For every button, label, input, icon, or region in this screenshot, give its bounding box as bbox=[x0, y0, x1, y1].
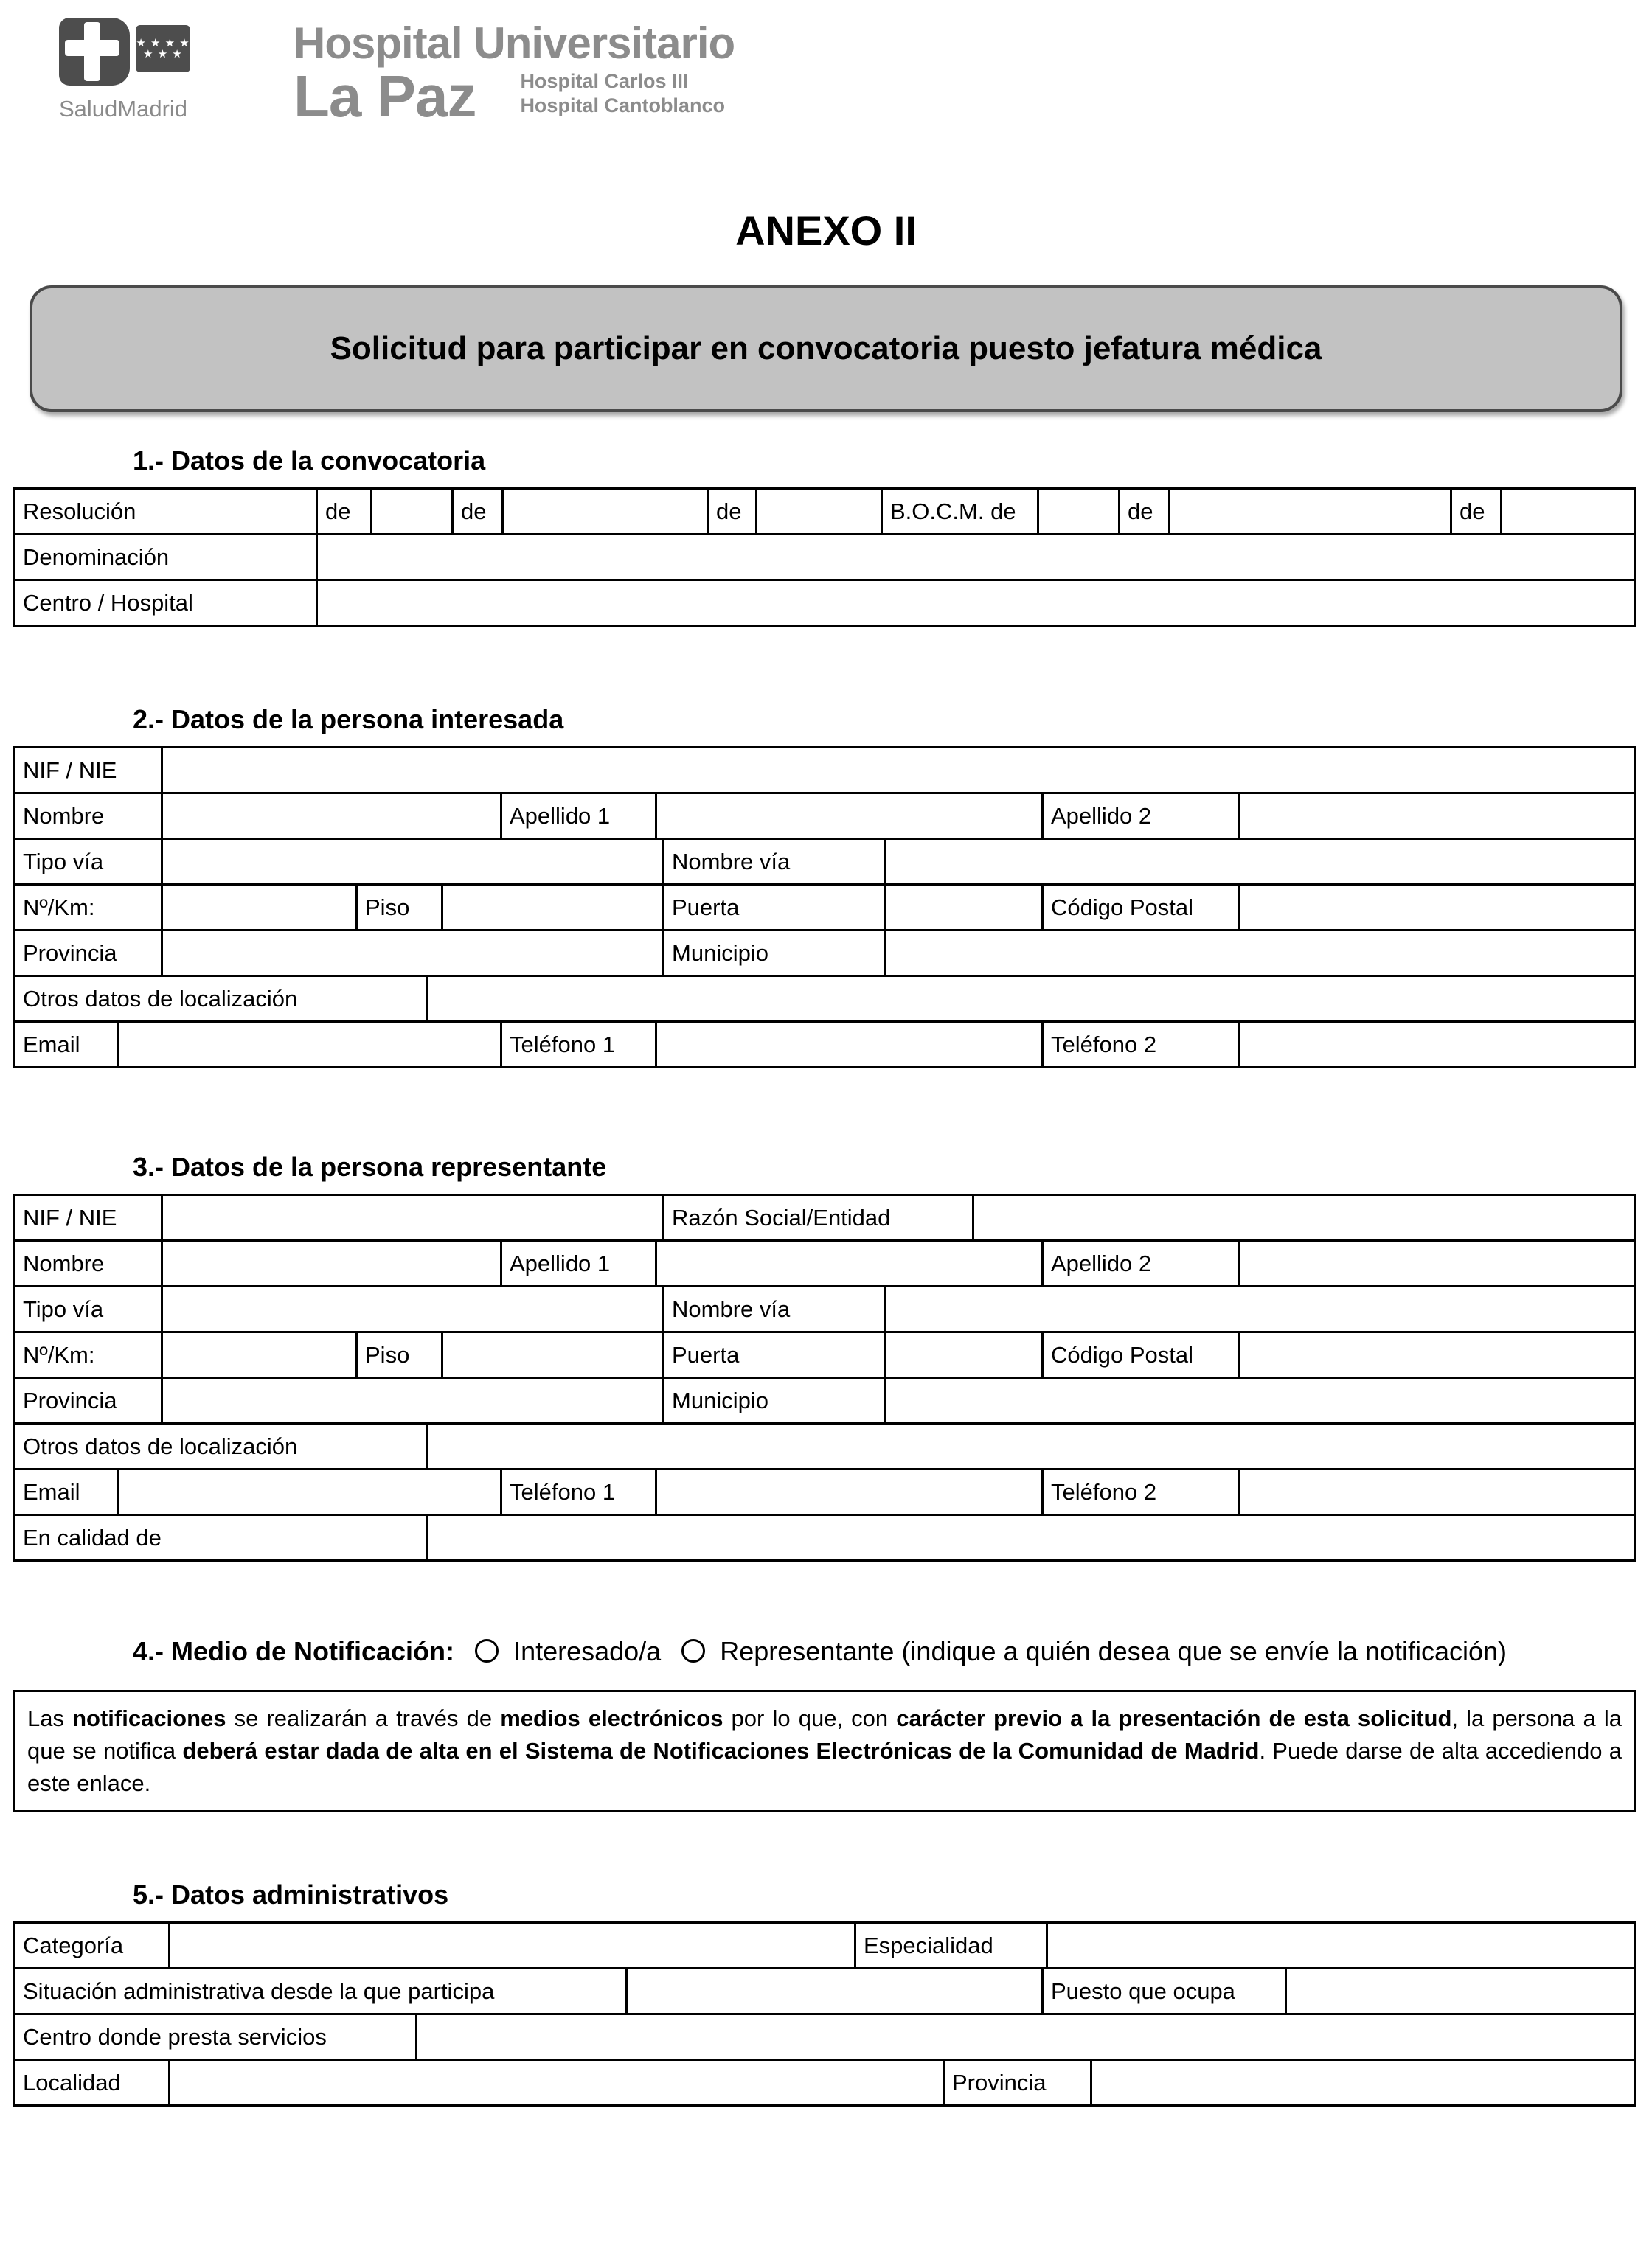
datos-administrativos-table bbox=[13, 1921, 1636, 2107]
interesado-apellido2-input[interactable] bbox=[1240, 794, 1636, 840]
notice-text: se realizarán a través de bbox=[226, 1705, 501, 1731]
codigo-postal-label: Código Postal bbox=[1044, 1333, 1240, 1379]
otros-datos-label: Otros datos de localización bbox=[15, 1425, 428, 1470]
representante-apellido1-input[interactable] bbox=[657, 1242, 1044, 1287]
table-row bbox=[15, 1379, 1636, 1425]
table-row bbox=[15, 1425, 1636, 1470]
table-row bbox=[15, 1242, 1636, 1287]
centro-hospital-label: Centro / Hospital bbox=[15, 581, 318, 627]
email-label: Email bbox=[15, 1470, 119, 1516]
de-label: de bbox=[318, 490, 372, 535]
puerta-label: Puerta bbox=[664, 886, 886, 931]
sub-hospital-2: Hospital Cantoblanco bbox=[520, 94, 725, 117]
notice-text-bold: notificaciones bbox=[72, 1705, 226, 1731]
table-row bbox=[15, 840, 1636, 886]
representante-telefono2-input[interactable] bbox=[1240, 1470, 1636, 1516]
saludmadrid-wordmark: SaludMadrid bbox=[59, 96, 188, 122]
razon-social-label: Razón Social/Entidad bbox=[664, 1196, 974, 1242]
municipio-label: Municipio bbox=[664, 1379, 886, 1425]
centro-hospital-input[interactable] bbox=[318, 581, 1636, 627]
representante-num-km-input[interactable] bbox=[163, 1333, 358, 1379]
denominacion-input[interactable] bbox=[318, 535, 1636, 581]
section3-heading: 3.- Datos de la persona representante bbox=[133, 1152, 607, 1182]
madrid-stars-icon: ★ ★ ★ ★ ★ ★ ★ bbox=[136, 25, 190, 72]
interesado-municipio-input[interactable] bbox=[886, 931, 1636, 977]
bocm-anio-input[interactable] bbox=[1502, 490, 1636, 535]
table-row bbox=[15, 1969, 1636, 2015]
de-label: de bbox=[454, 490, 504, 535]
otros-datos-label: Otros datos de localización bbox=[15, 977, 428, 1023]
hospital-name-line2: La Paz bbox=[294, 63, 476, 129]
centro-servicios-label: Centro donde presta servicios bbox=[15, 2015, 417, 2061]
interesado-telefono2-input[interactable] bbox=[1240, 1023, 1636, 1068]
representante-en-calidad-de-input[interactable] bbox=[428, 1516, 1636, 1562]
representante-nombre-via-input[interactable] bbox=[886, 1287, 1636, 1333]
interesado-nombre-via-input[interactable] bbox=[886, 840, 1636, 886]
notice-text: , la persona a la que se notifica bbox=[27, 1705, 1622, 1764]
representante-puerta-input[interactable] bbox=[886, 1333, 1044, 1379]
notice-text: por lo que, con bbox=[723, 1705, 897, 1731]
representante-telefono1-input[interactable] bbox=[657, 1470, 1044, 1516]
table-row bbox=[15, 1924, 1636, 1969]
notice-text-bold: medios electrónicos bbox=[500, 1705, 723, 1731]
representante-nombre-input[interactable] bbox=[163, 1242, 502, 1287]
table-row bbox=[15, 794, 1636, 840]
notice-text-bold: carácter previo a la presentación de esta solicitud bbox=[896, 1705, 1452, 1731]
representante-municipio-input[interactable] bbox=[886, 1379, 1636, 1425]
situacion-administrativa-label: Situación administrativa desde la que participa bbox=[15, 1969, 628, 2015]
centro-servicios-input[interactable] bbox=[417, 2015, 1636, 2061]
interesado-codigo-postal-input[interactable] bbox=[1240, 886, 1636, 931]
notice-text: Las bbox=[27, 1705, 73, 1731]
table-row bbox=[15, 1333, 1636, 1379]
representante-radio[interactable] bbox=[681, 1639, 705, 1663]
representante-option-label: Representante bbox=[720, 1636, 895, 1666]
interesado-telefono1-input[interactable] bbox=[657, 1023, 1044, 1068]
table-row bbox=[15, 1470, 1636, 1516]
telefono2-label: Teléfono 2 bbox=[1044, 1023, 1240, 1068]
representante-email-input[interactable] bbox=[119, 1470, 502, 1516]
table-row bbox=[15, 977, 1636, 1023]
en-calidad-de-label: En calidad de bbox=[15, 1516, 428, 1562]
email-label: Email bbox=[15, 1023, 119, 1068]
interesado-radio[interactable] bbox=[475, 1639, 499, 1663]
apellido1-label: Apellido 1 bbox=[502, 794, 657, 840]
resolucion-dia-input[interactable] bbox=[372, 490, 454, 535]
table-row bbox=[15, 490, 1636, 535]
notification-method-section bbox=[133, 1634, 1578, 1669]
persona-representante-table bbox=[13, 1194, 1636, 1562]
nombre-label: Nombre bbox=[15, 1242, 163, 1287]
interesado-otros-datos-input[interactable] bbox=[428, 977, 1636, 1023]
nombre-label: Nombre bbox=[15, 794, 163, 840]
table-row bbox=[15, 748, 1636, 794]
puerta-label: Puerta bbox=[664, 1333, 886, 1379]
interesado-piso-input[interactable] bbox=[443, 886, 664, 931]
representante-tipo-via-input[interactable] bbox=[163, 1287, 664, 1333]
provincia-label: Provincia bbox=[15, 1379, 163, 1425]
apellido1-label: Apellido 1 bbox=[502, 1242, 657, 1287]
de-label: de bbox=[1452, 490, 1502, 535]
especialidad-label: Especialidad bbox=[856, 1924, 1048, 1969]
table-row bbox=[15, 1287, 1636, 1333]
table-row bbox=[15, 2015, 1636, 2061]
representante-codigo-postal-input[interactable] bbox=[1240, 1333, 1636, 1379]
interesado-nif-input[interactable] bbox=[163, 748, 1636, 794]
convocatoria-table bbox=[13, 487, 1636, 627]
table-row bbox=[15, 2061, 1636, 2107]
telefono1-label: Teléfono 1 bbox=[502, 1470, 657, 1516]
localidad-input[interactable] bbox=[170, 2061, 945, 2107]
representante-nif-input[interactable] bbox=[163, 1196, 664, 1242]
section2-heading: 2.- Datos de la persona interesada bbox=[133, 704, 564, 734]
table-row bbox=[15, 1196, 1636, 1242]
interesado-tipo-via-input[interactable] bbox=[163, 840, 664, 886]
bocm-label: B.O.C.M. de bbox=[883, 490, 1039, 535]
sub-hospitals bbox=[520, 69, 725, 119]
enlace-link[interactable]: este enlace bbox=[27, 1770, 145, 1796]
telefono1-label: Teléfono 1 bbox=[502, 1023, 657, 1068]
nombre-via-label: Nombre vía bbox=[664, 1287, 886, 1333]
representante-provincia-input[interactable] bbox=[163, 1379, 664, 1425]
interesado-email-input[interactable] bbox=[119, 1023, 502, 1068]
situacion-administrativa-input[interactable] bbox=[628, 1969, 1044, 2015]
section4-heading: 4.- Medio de Notificación: bbox=[133, 1636, 455, 1666]
de-label: de bbox=[709, 490, 757, 535]
municipio-label: Municipio bbox=[664, 931, 886, 977]
codigo-postal-label: Código Postal bbox=[1044, 886, 1240, 931]
num-km-label: Nº/Km: bbox=[15, 886, 163, 931]
puesto-que-ocupa-input[interactable] bbox=[1287, 1969, 1636, 2015]
de-label: de bbox=[1120, 490, 1170, 535]
notice-text: . bbox=[144, 1770, 151, 1796]
nombre-via-label: Nombre vía bbox=[664, 840, 886, 886]
interesado-nombre-input[interactable] bbox=[163, 794, 502, 840]
categoria-input[interactable] bbox=[170, 1924, 856, 1969]
bocm-dia-input[interactable] bbox=[1039, 490, 1120, 535]
notification-note: (indique a quién desea que se envíe la notificación) bbox=[901, 1636, 1507, 1666]
resolucion-label: Resolución bbox=[15, 490, 318, 535]
interesado-provincia-input[interactable] bbox=[163, 931, 664, 977]
notice-text: . Puede darse de alta accediendo a bbox=[1259, 1738, 1622, 1764]
provincia-label: Provincia bbox=[945, 2061, 1092, 2107]
form-title-text: Solicitud para participar en convocatoria puesto jefatura médica bbox=[330, 330, 1322, 366]
hospital-wordmark bbox=[294, 18, 735, 129]
nif-nie-label: NIF / NIE bbox=[15, 1196, 163, 1242]
table-row bbox=[15, 931, 1636, 977]
electronic-notification-notice bbox=[13, 1690, 1636, 1812]
piso-label: Piso bbox=[358, 1333, 443, 1379]
saludmadrid-icon bbox=[59, 18, 280, 86]
provincia-admin-input[interactable] bbox=[1092, 2061, 1636, 2107]
table-row bbox=[15, 1023, 1636, 1068]
interesado-option-label: Interesado/a bbox=[513, 1636, 662, 1666]
resolucion-mes-input[interactable] bbox=[504, 490, 709, 535]
page-title: ANEXO II bbox=[735, 207, 917, 254]
cross-icon bbox=[59, 18, 130, 86]
header-logo bbox=[59, 18, 1639, 149]
denominacion-label: Denominación bbox=[15, 535, 318, 581]
apellido2-label: Apellido 2 bbox=[1044, 1242, 1240, 1287]
saludmadrid-logo bbox=[59, 18, 280, 122]
hospital-name-line1: Hospital Universitario bbox=[294, 18, 735, 68]
section5-heading: 5.- Datos administrativos bbox=[133, 1879, 449, 1910]
section1-heading: 1.- Datos de la convocatoria bbox=[133, 445, 486, 476]
piso-label: Piso bbox=[358, 886, 443, 931]
localidad-label: Localidad bbox=[15, 2061, 170, 2107]
persona-interesada-table bbox=[13, 746, 1636, 1068]
bocm-mes-input[interactable] bbox=[1170, 490, 1452, 535]
apellido2-label: Apellido 2 bbox=[1044, 794, 1240, 840]
sub-hospital-1: Hospital Carlos III bbox=[520, 69, 689, 92]
telefono2-label: Teléfono 2 bbox=[1044, 1470, 1240, 1516]
table-row bbox=[15, 886, 1636, 931]
tipo-via-label: Tipo vía bbox=[15, 840, 163, 886]
form-title-banner bbox=[30, 285, 1622, 412]
categoria-label: Categoría bbox=[15, 1924, 170, 1969]
especialidad-input[interactable] bbox=[1048, 1924, 1636, 1969]
table-row bbox=[15, 1516, 1636, 1562]
table-row bbox=[15, 581, 1636, 627]
nif-nie-label: NIF / NIE bbox=[15, 748, 163, 794]
table-row bbox=[15, 535, 1636, 581]
representante-piso-input[interactable] bbox=[443, 1333, 664, 1379]
notice-text-bold: deberá estar dada de alta en el Sistema de Notificaciones Electrónicas de la Comunidad de Madrid bbox=[182, 1738, 1260, 1764]
representante-apellido2-input[interactable] bbox=[1240, 1242, 1636, 1287]
representante-otros-datos-input[interactable] bbox=[428, 1425, 1636, 1470]
provincia-label: Provincia bbox=[15, 931, 163, 977]
interesado-puerta-input[interactable] bbox=[886, 886, 1044, 931]
tipo-via-label: Tipo vía bbox=[15, 1287, 163, 1333]
interesado-apellido1-input[interactable] bbox=[657, 794, 1044, 840]
num-km-label: Nº/Km: bbox=[15, 1333, 163, 1379]
resolucion-anio-input[interactable] bbox=[757, 490, 883, 535]
interesado-num-km-input[interactable] bbox=[163, 886, 358, 931]
representante-razon-social-input[interactable] bbox=[974, 1196, 1636, 1242]
puesto-que-ocupa-label: Puesto que ocupa bbox=[1044, 1969, 1287, 2015]
